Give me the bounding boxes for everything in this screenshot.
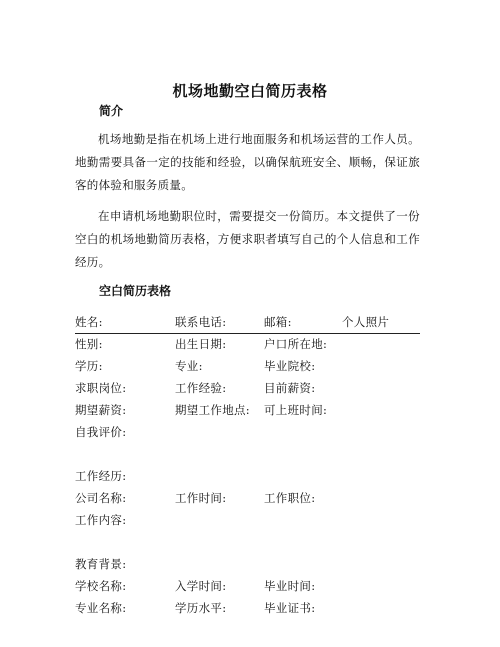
form-row [75,333,420,355]
field-work-time-label: 工作时间: [175,491,227,505]
form-row [75,553,420,575]
field-graduation-time-label: 毕业时间: [264,579,316,593]
field-enrollment-time-label: 入学时间: [175,579,227,593]
section-work-history-label: 工作经历: [75,469,127,483]
field-expected-location-label: 期望工作地点: [175,403,250,417]
field-job-title-label: 工作职位: [264,491,316,505]
document-title: 机场地勤空白简历表格 [172,82,328,100]
form-row [75,487,420,509]
form-row [75,399,420,421]
field-degree-level-label: 学历水平: [175,601,227,615]
form-row [75,421,420,443]
form-row [75,465,420,487]
field-school-name-label: 学校名称: [75,579,127,593]
field-gender-label: 性别: [75,337,103,351]
field-expected-salary-label: 期望薪资: [75,403,127,417]
field-company-label: 公司名称: [75,491,127,505]
field-experience-label: 工作经验: [175,381,227,395]
field-phone-label: 联系电话: [175,315,227,329]
field-name-label: 姓名: [75,315,103,329]
intro-heading: 简介 [99,104,124,118]
form-row [75,575,420,597]
form-heading: 空白简历表格 [99,284,172,298]
intro-paragraph-1: 机场地勤是指在机场上进行地面服务和机场运营的工作人员。地勤需要具备一定的技能和经验，以确保航班安全、顺畅，保证旅客的体验和服务质量。 [75,132,420,192]
form-row [75,597,420,619]
field-position-label: 求职岗位: [75,381,127,395]
form-row [75,377,420,399]
field-photo-label: 个人照片 [342,315,390,329]
field-current-salary-label: 目前薪资: [264,381,316,395]
intro-paragraph-2: 在申请机场地勤职位时，需要提交一份简历。本文提供了一份空白的机场地勤简历表格，方便求职者填写自己的个人信息和工作经历。 [75,209,420,269]
field-hukou-label: 户口所在地: [264,337,328,351]
form-row [75,311,420,334]
section-education-label: 教育背景: [75,557,127,571]
field-major-label: 专业: [175,359,203,373]
field-major-name-label: 专业名称: [75,601,127,615]
field-work-content-label: 工作内容: [75,513,127,527]
field-birthdate-label: 出生日期: [175,337,227,351]
field-education-label: 学历: [75,359,103,373]
form-row [75,509,420,531]
field-email-label: 邮箱: [264,315,292,329]
field-start-date-label: 可上班时间: [264,403,328,417]
field-self-evaluation-label: 自我评价: [75,425,127,439]
field-diploma-label: 毕业证书: [264,601,316,615]
form-row [75,355,420,377]
field-school-label: 毕业院校: [264,359,316,373]
